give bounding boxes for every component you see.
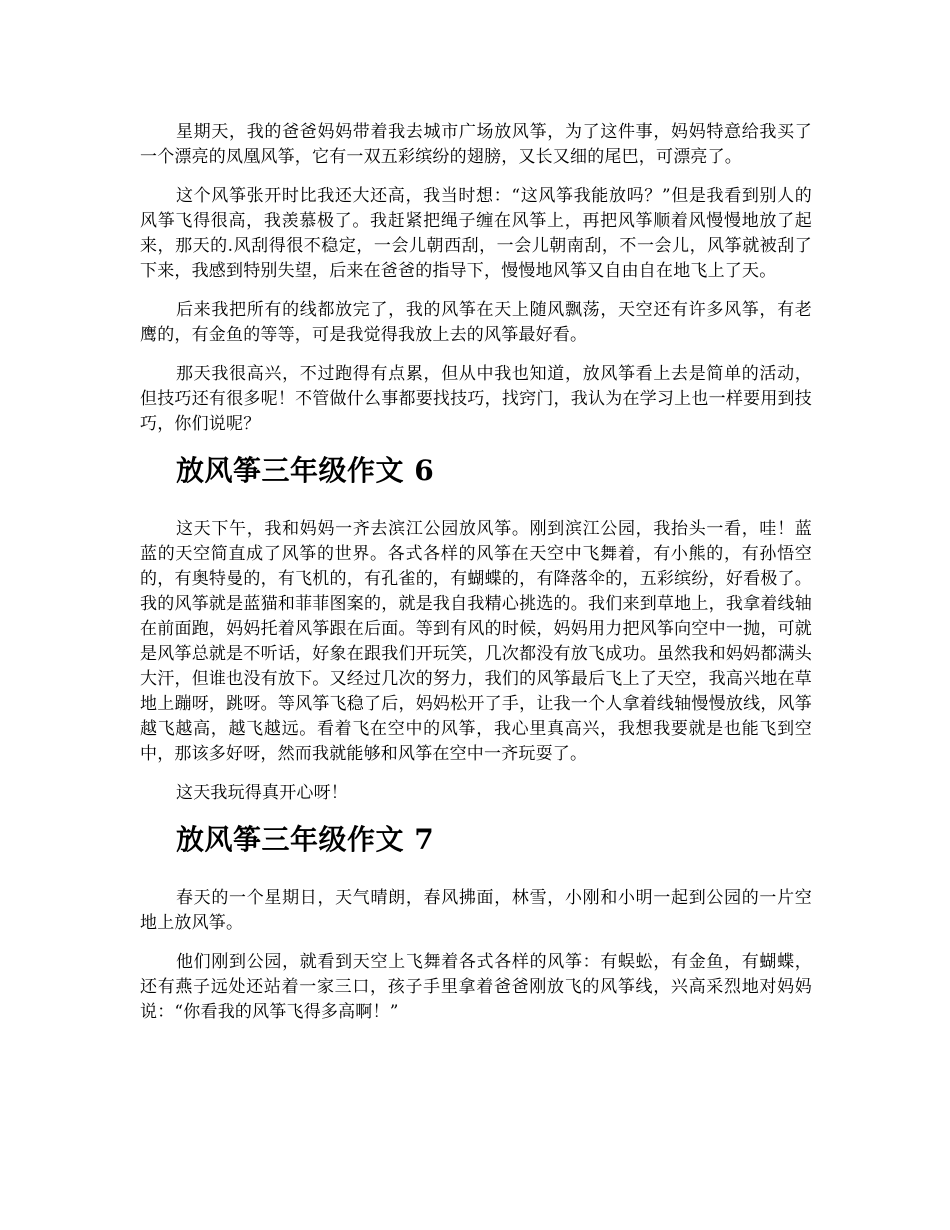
paragraph: 这天我玩得真开心呀！	[176, 783, 348, 803]
document-page	[140, 120, 812, 1039]
paragraph: 后来我把所有的线都放完了，我的风筝在天上随风飘荡，天空还有许多风筝，有老鹰的，有金鱼的等等，可是我觉得我放上去的风筝最好看。	[140, 300, 812, 345]
paragraph: 这个风筝张开时比我还大还高，我当时想：“这风筝我能放吗？”但是我看到别人的风筝飞得很高，我羡慕极了。我赶紧把绳子缠在风筝上，再把风筝顺着风慢慢地放了起来，那天的.风刮得很不稳定，一会儿朝西刮，一会儿朝南刮，不一会儿，风筝就被刮了下来，我感到特别失望，后来在爸爸的指导下，慢慢地风筝又自由自在地飞上了天。	[140, 186, 812, 281]
paragraph: 那天我很高兴，不过跑得有点累，但从中我也知道，放风筝看上去是简单的活动，但技巧还有很多呢！不管做什么事都要找技巧，找窍门，我认为在学习上也一样要用到技巧，你们说呢？	[140, 364, 812, 434]
section-heading: 放风筝三年级作文 7	[176, 823, 435, 856]
paragraph: 春天的一个星期日，天气晴朗，春风拂面，林雪，小刚和小明一起到公园的一片空地上放风筝。	[140, 888, 812, 933]
paragraph: 这天下午，我和妈妈一齐去滨江公园放风筝。刚到滨江公园，我抬头一看，哇！蓝蓝的天空简直成了风筝的世界。各式各样的风筝在天空中飞舞着，有小熊的，有孙悟空的，有奥特曼的，有飞机的，有孔雀的，有蝴蝶的，有降落伞的，五彩缤纷，好看极了。我的风筝就是蓝猫和菲菲图案的，就是我自我精心挑选的。我们来到草地上，我拿着线轴在前面跑，妈妈托着风筝跟在后面。等到有风的时候，妈妈用力把风筝向空中一抛，可就是风筝总就是不听话，好象在跟我们开玩笑，几次都没有放飞成功。虽然我和妈妈都满头大汗，但谁也没有放下。又经过几次的努力，我们的风筝最后飞上了天空，我高兴地在草地上蹦呀，跳呀。等风筝飞稳了后，妈妈松开了手，让我一个人拿着线轴慢慢放线，风筝越飞越高，越飞越远。看着飞在空中的风筝，我心里真高兴，我想我要就是也能飞到空中，那该多好呀，然而我就能够和风筝在空中一齐玩耍了。	[140, 519, 812, 764]
paragraph: 星期天，我的爸爸妈妈带着我去城市广场放风筝，为了这件事，妈妈特意给我买了一个漂亮的凤凰风筝，它有一双五彩缤纷的翅膀，又长又细的尾巴，可漂亮了。	[140, 122, 812, 167]
section-heading: 放风筝三年级作文 6	[176, 454, 435, 487]
paragraph: 他们刚到公园，就看到天空上飞舞着各式各样的风筝：有蜈蚣，有金鱼，有蝴蝶，还有燕子远处还站着一家三口，孩子手里拿着爸爸刚放飞的风筝线，兴高采烈地对妈妈说：“你看我的风筝飞得多高啊！”	[140, 952, 812, 1022]
